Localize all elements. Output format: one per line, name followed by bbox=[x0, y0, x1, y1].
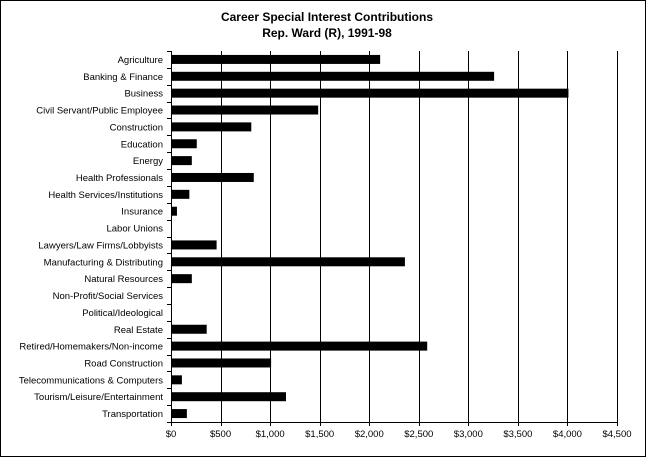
bar bbox=[172, 173, 254, 182]
category-label: Telecommunications & Computers bbox=[18, 375, 163, 387]
category-label: Road Construction bbox=[84, 358, 163, 370]
bar bbox=[172, 156, 192, 165]
category-label: Real Estate bbox=[113, 324, 163, 336]
x-tick-label: $3,000 bbox=[453, 429, 483, 440]
chart-subtitle: Rep. Ward (R), 1991-98 bbox=[262, 26, 392, 40]
bar bbox=[172, 325, 207, 334]
category-label: Retired/Homemakers/Non-income bbox=[19, 341, 163, 353]
category-label: Energy bbox=[132, 156, 163, 168]
bar bbox=[172, 55, 380, 64]
category-label: Tourism/Leisure/Entertainment bbox=[34, 392, 163, 404]
category-label: Non-Profit/Social Services bbox=[52, 291, 163, 303]
category-label: Civil Servant/Public Employee bbox=[36, 105, 163, 117]
bar bbox=[172, 240, 217, 249]
bar bbox=[172, 139, 197, 148]
x-tick-label: $4,000 bbox=[552, 429, 582, 440]
bar bbox=[172, 274, 192, 283]
category-label: Health Professionals bbox=[75, 172, 163, 184]
category-label: Lawyers/Law Firms/Lobbyists bbox=[38, 240, 163, 252]
category-label: Natural Resources bbox=[84, 274, 163, 286]
x-tick-labels bbox=[166, 429, 632, 440]
category-label: Labor Unions bbox=[106, 223, 163, 235]
bar bbox=[172, 106, 318, 115]
x-tick-label: $4,500 bbox=[602, 429, 632, 440]
bar bbox=[172, 409, 187, 418]
chart-title: Career Special Interest Contributions bbox=[220, 10, 434, 24]
category-label: Health Services/Institutions bbox=[48, 189, 163, 201]
x-tick-label: $2,500 bbox=[404, 429, 434, 440]
category-label: Education bbox=[120, 139, 163, 151]
category-label: Construction bbox=[109, 122, 163, 134]
x-tick-label: $2,000 bbox=[354, 429, 384, 440]
category-label: Business bbox=[124, 88, 163, 100]
bar bbox=[172, 392, 286, 401]
bar bbox=[172, 358, 271, 367]
category-label: Insurance bbox=[121, 206, 163, 218]
category-label: Agriculture bbox=[117, 54, 163, 66]
x-tick-label: $1,000 bbox=[255, 429, 285, 440]
category-label: Manufacturing & Distributing bbox=[43, 257, 163, 269]
x-tick-label: $0 bbox=[165, 429, 177, 440]
category-labels bbox=[19, 55, 164, 420]
category-label: Transportation bbox=[102, 409, 163, 421]
bar bbox=[172, 122, 251, 131]
bars bbox=[172, 55, 568, 418]
bar bbox=[172, 89, 568, 98]
bar bbox=[172, 257, 405, 266]
category-label: Banking & Finance bbox=[83, 71, 163, 83]
bar bbox=[172, 72, 494, 81]
bar bbox=[172, 207, 177, 216]
x-tick-label: $3,500 bbox=[503, 429, 533, 440]
x-tick-label: $1,500 bbox=[305, 429, 335, 440]
bar bbox=[172, 342, 427, 351]
bar bbox=[172, 190, 189, 199]
x-tick-label: $500 bbox=[209, 429, 232, 440]
category-label: Political/Ideological bbox=[82, 307, 163, 319]
bar bbox=[172, 375, 182, 384]
